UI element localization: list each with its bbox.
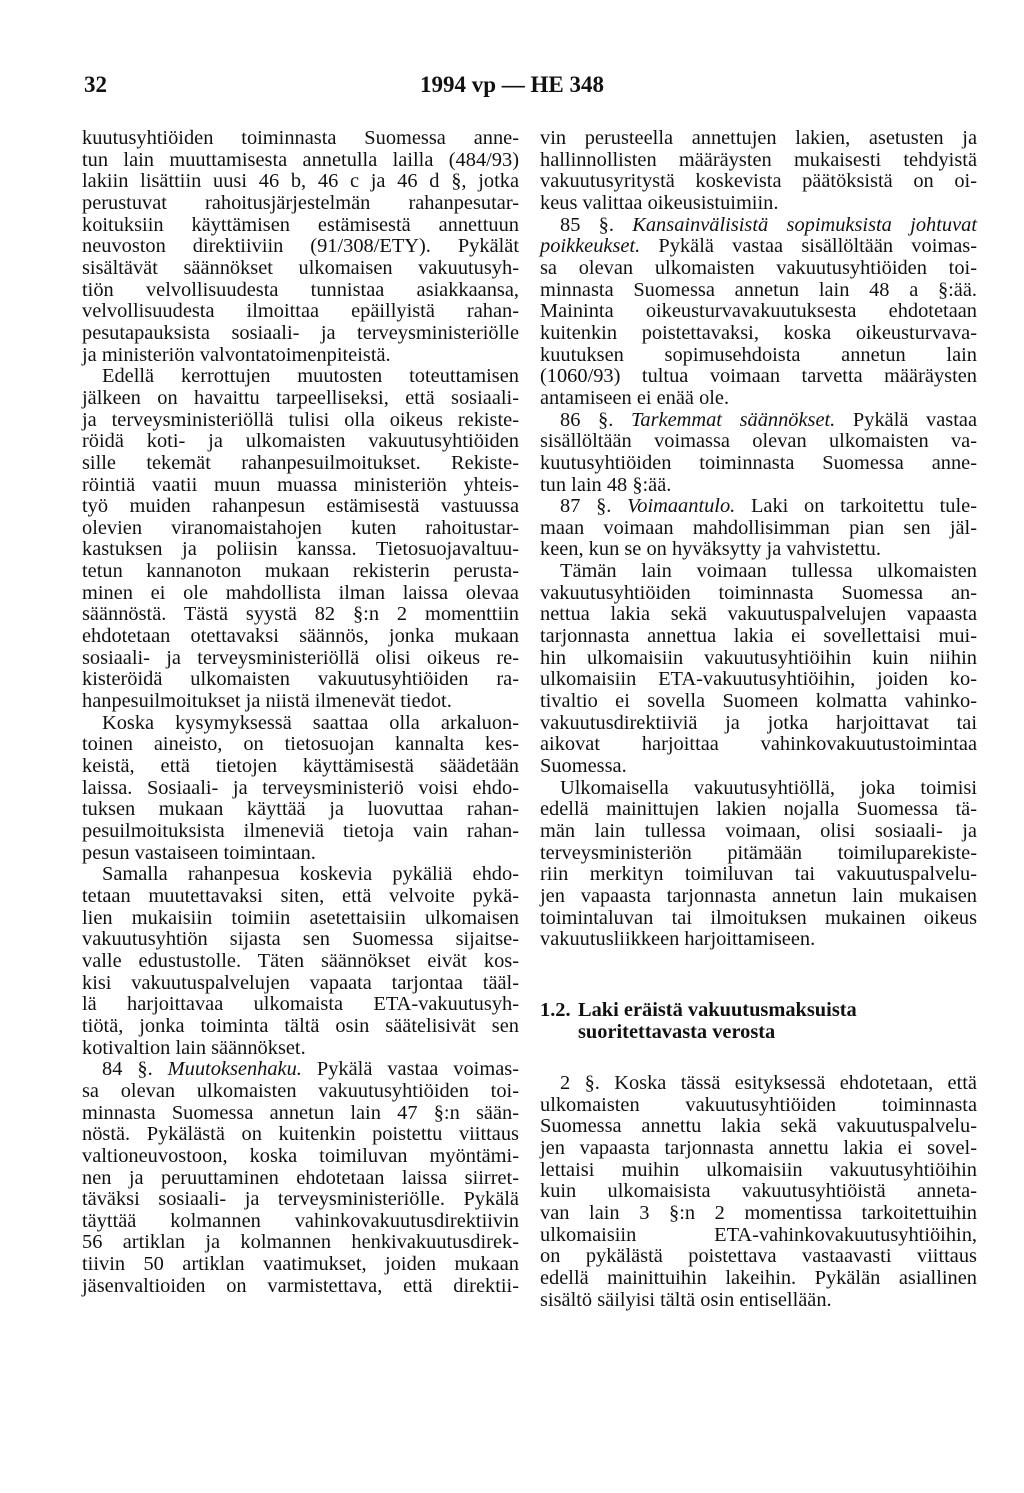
text-line: velvollisuudesta ilmoittaa epäillyistä rahan- xyxy=(82,300,519,323)
text-line: sille tekemät rahanpesuilmoitukset. Rekiste- xyxy=(82,451,519,474)
text-line: jen vapaasta tarjonnasta annettu lakia ei sovel- xyxy=(540,1136,977,1159)
text-line: ulkomaisiin ETA-vakuutusyhtiöihin, joiden ko- xyxy=(540,668,977,691)
text-line: van lain 3 §:n 2 momentissa tarkoitettuihin xyxy=(540,1201,977,1224)
text-line: tun lain 48 §:ää. xyxy=(540,473,672,496)
text-line: antamiseen ei enää ole. xyxy=(540,386,730,409)
text-line: pesuilmoituksista ilmeneviä tietoja vain rahan- xyxy=(82,820,519,842)
text-line: sisältö säilyisi tältä osin entisellään. xyxy=(540,1288,832,1311)
section-87-text: Laki on tarkoitettu tule- xyxy=(735,495,977,518)
text-line: män lain tullessa voimaan, olisi sosiaali- ja xyxy=(540,820,977,842)
section-gap xyxy=(540,951,977,999)
text-line: kastuksen ja poliisin kanssa. Tietosuojavaltuu- xyxy=(82,538,519,561)
text-line: sisältävät säännökset ulkomaisen vakuutusyh- xyxy=(82,256,519,279)
text-line: vakuutusliikkeen harjoittamiseen. xyxy=(540,928,816,951)
text-line: täyttää kolmannen vahinkovakuutusdirektiivin xyxy=(82,1209,519,1232)
section-84-title: Muutoksenhaku. xyxy=(167,1058,302,1081)
text-line: tivaltio ei sovella Suomeen kolmatta vahinko- xyxy=(540,690,977,713)
text-line: Edellä kerrottujen muutosten toteuttamisen xyxy=(102,365,519,388)
section-heading-title-cont: suoritettavasta verosta xyxy=(578,1020,776,1043)
section-85-title: Kansainvälisistä sopimuksista johtuvat xyxy=(632,213,977,236)
section-87-prefix: 87 §. xyxy=(560,495,628,518)
text-line: röintiä vaatii muun muassa ministeriön yhteis- xyxy=(82,473,519,496)
text-line: röidä koti- ja ulkomaisten vakuutusyhtiöiden xyxy=(82,430,519,453)
text-line: lakiin lisättiin uusi 46 b, 46 c ja 46 d §, jotka xyxy=(82,170,519,193)
text-line: tun lain muuttamisesta annetulla lailla (484/93) xyxy=(82,148,519,171)
text-line: Samalla rahanpesua koskevia pykäliä ehdo- xyxy=(102,863,519,886)
text-line: tiön velvollisuudesta tunnistaa asiakkaansa, xyxy=(82,278,519,301)
text-line: vakuutusyhtiön sijasta sen Suomessa sijaitse- xyxy=(82,928,519,951)
text-line: sisällöltään voimassa olevan ulkomaisten va- xyxy=(540,430,977,453)
text-line: ulkomaisiin ETA-vahinkovakuutusyhtiöihin, xyxy=(540,1223,977,1246)
text-line: nettua lakia sekä vakuutuspalvelujen vapaasta xyxy=(540,603,977,626)
text-line: edellä mainittuihin lakeihin. Pykälän asiallinen xyxy=(540,1266,977,1289)
text-line: on pykälästä poistettava vastaavasti viittaus xyxy=(540,1245,977,1268)
text-line: vakuutusyritystä koskevista päätöksistä on oi- xyxy=(540,170,977,193)
text-line: lettaisi muihin ulkomaisiin vakuutusyhtiöihin xyxy=(540,1158,977,1181)
text-line: kuutusyhtiöiden toiminnasta Suomessa anne- xyxy=(82,127,519,149)
text-line: tetaan muutettavaksi siten, että velvoite pykä- xyxy=(82,884,519,907)
text-line: edellä mainittujen lakien nojalla Suomessa tä- xyxy=(540,798,977,821)
text-line: 56 artiklan ja kolmannen henkivakuutusdirek- xyxy=(82,1231,519,1254)
text-line: neuvoston direktiiviin (91/308/ETY). Pykälät xyxy=(82,235,519,258)
text-line: keen, kun se on hyväksytty ja vahvistettu. xyxy=(540,538,881,561)
text-line: Ulkomaisella vakuutusyhtiöllä, joka toimisi xyxy=(560,776,977,799)
text-line: tetun kannanoton mukaan rekisterin perusta- xyxy=(82,560,519,583)
section-85-line-2 xyxy=(540,236,977,258)
text-line: pesutapauksista sosiaali- ja terveysministeriölle xyxy=(82,321,519,344)
text-line: säännöstä. Tästä syystä 82 §:n 2 momenttiin xyxy=(82,603,519,626)
left-column xyxy=(82,128,519,1297)
text-line: pesun vastaiseen toimintaan. xyxy=(82,841,316,864)
section-heading-title: Laki eräistä vakuutusmaksuista xyxy=(578,998,857,1021)
text-line: tarjonnasta annettua lakia ei sovellettaisi mui- xyxy=(540,625,977,648)
text-line: perustuvat rahoitusjärjestelmän rahanpesutar- xyxy=(82,191,519,214)
text-line: minnasta Suomessa annetun lain 48 a §:ää. xyxy=(540,278,977,301)
text-line: aikovat harjoittaa vahinkovakuutustoimintaa xyxy=(540,733,977,756)
text-line: kisteröidä ulkomaisten vakuutusyhtiöiden ra- xyxy=(82,668,519,691)
text-line: keus valittaa oikeusistuimiin. xyxy=(540,191,779,214)
heading-gap xyxy=(540,1043,977,1073)
text-line: sosiaali- ja terveysministeriöllä olisi oikeus re- xyxy=(82,646,519,669)
text-line: hallinnollisten määräysten mukaisesti tehdyistä xyxy=(540,148,977,171)
text-line: täväksi sosiaali- ja terveysministeriölle. Pykälä xyxy=(82,1188,519,1211)
text-line: kotivaltion lain säännökset. xyxy=(82,1036,306,1059)
text-line: sa olevan ulkomaisten vakuutusyhtiöiden toi- xyxy=(82,1079,519,1102)
right-column xyxy=(540,128,977,1311)
text-line: Tämän lain voimaan tullessa ulkomaisten xyxy=(560,560,977,583)
section-84-prefix: 84 §. xyxy=(102,1058,168,1081)
text-line: vin perusteella annettujen lakien, asetusten ja xyxy=(540,127,977,149)
section-87-line xyxy=(540,496,977,518)
text-line: terveysministeriön pitämään toimiluparekiste- xyxy=(540,841,977,864)
text-line: ulkomaisten vakuutusyhtiöiden toiminnasta xyxy=(540,1093,977,1116)
text-line: Suomessa annettu lakia sekä vakuutuspalvelu- xyxy=(540,1115,977,1138)
text-line: nen ja peruuttaminen ehdotetaan laissa siirret- xyxy=(82,1166,519,1189)
text-line: Suomessa. xyxy=(540,755,627,778)
text-line: riin merkityn toimiluvan tai vakuutuspalvelu- xyxy=(540,863,977,886)
text-line: Pykälä vastaa voimas- xyxy=(316,1058,519,1081)
text-line: Koska kysymyksessä saattaa olla arkaluon- xyxy=(102,711,519,734)
section-heading xyxy=(540,999,977,1043)
section-87-title: Voimaantulo. xyxy=(627,495,736,518)
text-line: kuitenkin poistettavaksi, koska oikeusturvava- xyxy=(540,321,977,344)
text-line: vakuutusdirektiiviä ja jotka harjoittavat tai xyxy=(540,711,977,734)
text-line: hin ulkomaisiin vakuutusyhtiöihin kuin niihin xyxy=(540,646,977,669)
section-85-title-cont: poikkeukset. xyxy=(540,235,641,258)
text-line: koituksiin käyttämisen estämisestä annettuun xyxy=(82,213,519,236)
text-line: sa olevan ulkomaisten vakuutusyhtiöiden toi- xyxy=(540,256,977,279)
text-line: nöstä. Pykälästä on kuitenkin poistettu viittaus xyxy=(82,1123,519,1146)
text-line: olevien viranomaistahojen kuten rahoitustar- xyxy=(82,516,519,539)
text-line: toinen aineisto, on tietosuojan kannalta kes- xyxy=(82,733,519,756)
page-number: 32 xyxy=(84,72,107,97)
text-line: (1060/93) tultua voimaan tarvetta määräysten xyxy=(540,365,977,388)
text-line: ja terveysministeriöllä tulisi olla oikeus rekiste- xyxy=(82,408,519,431)
section-84-line xyxy=(82,1059,519,1081)
text-line: ehdotetaan otettavaksi säännös, jonka mukaan xyxy=(82,625,519,648)
running-head: 1994 vp — HE 348 xyxy=(419,72,605,97)
text-line: Maininta oikeusturvavakuutuksesta ehdotetaan xyxy=(540,300,977,323)
text-line: vakuutusyhtiöiden toiminnasta Suomessa an- xyxy=(540,581,977,604)
text-line: jen vapaasta tarjonnasta annetun lain mukaisen xyxy=(540,884,977,907)
text-line: lien mukaisiin toimiin asetettaisiin ulkomaisen xyxy=(82,906,519,929)
text-line: toimintaluvan tai ilmoituksen mukainen oikeus xyxy=(540,906,977,929)
section-86-title: Tarkemmat säännökset. xyxy=(630,408,836,431)
text-line: minnasta Suomessa annetun lain 47 §:n sään- xyxy=(82,1101,519,1124)
section-86-text: Pykälä vastaa xyxy=(835,408,977,431)
text-line: tiivin 50 artiklan vaatimukset, joiden mukaan xyxy=(82,1253,519,1276)
section-85-prefix: 85 §. xyxy=(560,213,633,236)
text-line: kuin ulkomaisista vakuutusyhtiöistä anneta- xyxy=(540,1180,977,1203)
text-line: jäsenvaltioiden on varmistettava, että direktii- xyxy=(82,1274,519,1297)
text-line: laissa. Sosiaali- ja terveysministeriö voisi ehdo- xyxy=(82,776,519,799)
section-86-line xyxy=(540,410,977,432)
text-line: jälkeen on havaittu tarpeelliseksi, että sosiaali- xyxy=(82,386,519,409)
text-line: keistä, että tietojen käyttämisestä säädetään xyxy=(82,755,519,778)
page-header xyxy=(0,72,1024,102)
text-line: valle edustustolle. Täten säännökset eivät kos- xyxy=(82,949,519,972)
text-line: lä harjoittavaa ulkomaista ETA-vakuutusyh- xyxy=(82,993,519,1016)
text-line: kuutusyhtiöiden toiminnasta Suomessa anne- xyxy=(540,451,977,474)
text-line: tiötä, jonka toiminta tältä osin säätelisivät sen xyxy=(82,1014,519,1037)
text-line: työ muiden rahanpesun estämisestä vastuussa xyxy=(82,495,519,518)
text-line: kisi vakuutuspalvelujen vapaata tarjontaa tääl- xyxy=(82,971,519,994)
text-line: tuksen mukaan käyttää ja luovuttaa rahan- xyxy=(82,798,519,821)
text-line: minen ei ole mahdollista ilman laissa olevaa xyxy=(82,581,519,604)
text-line: 2 §. Koska tässä esityksessä ehdotetaan, että xyxy=(560,1071,977,1094)
section-heading-number: 1.2. xyxy=(540,998,571,1021)
text-line: hanpesuilmoitukset ja niistä ilmenevät tiedot. xyxy=(82,690,452,713)
section-85-line xyxy=(540,215,977,237)
text-line: ja ministeriön valvontatoimenpiteistä. xyxy=(82,343,391,366)
section-85-text: Pykälä vastaa sisällöltään voimas- xyxy=(640,235,977,258)
text-line: maan voimaan mahdollisimman pian sen jäl- xyxy=(540,516,977,539)
text-line: kuutuksen sopimusehdoista annetun lain xyxy=(540,343,977,366)
text-line: valtioneuvostoon, koska toimiluvan myöntämi- xyxy=(82,1144,519,1167)
section-86-prefix: 86 §. xyxy=(560,408,631,431)
